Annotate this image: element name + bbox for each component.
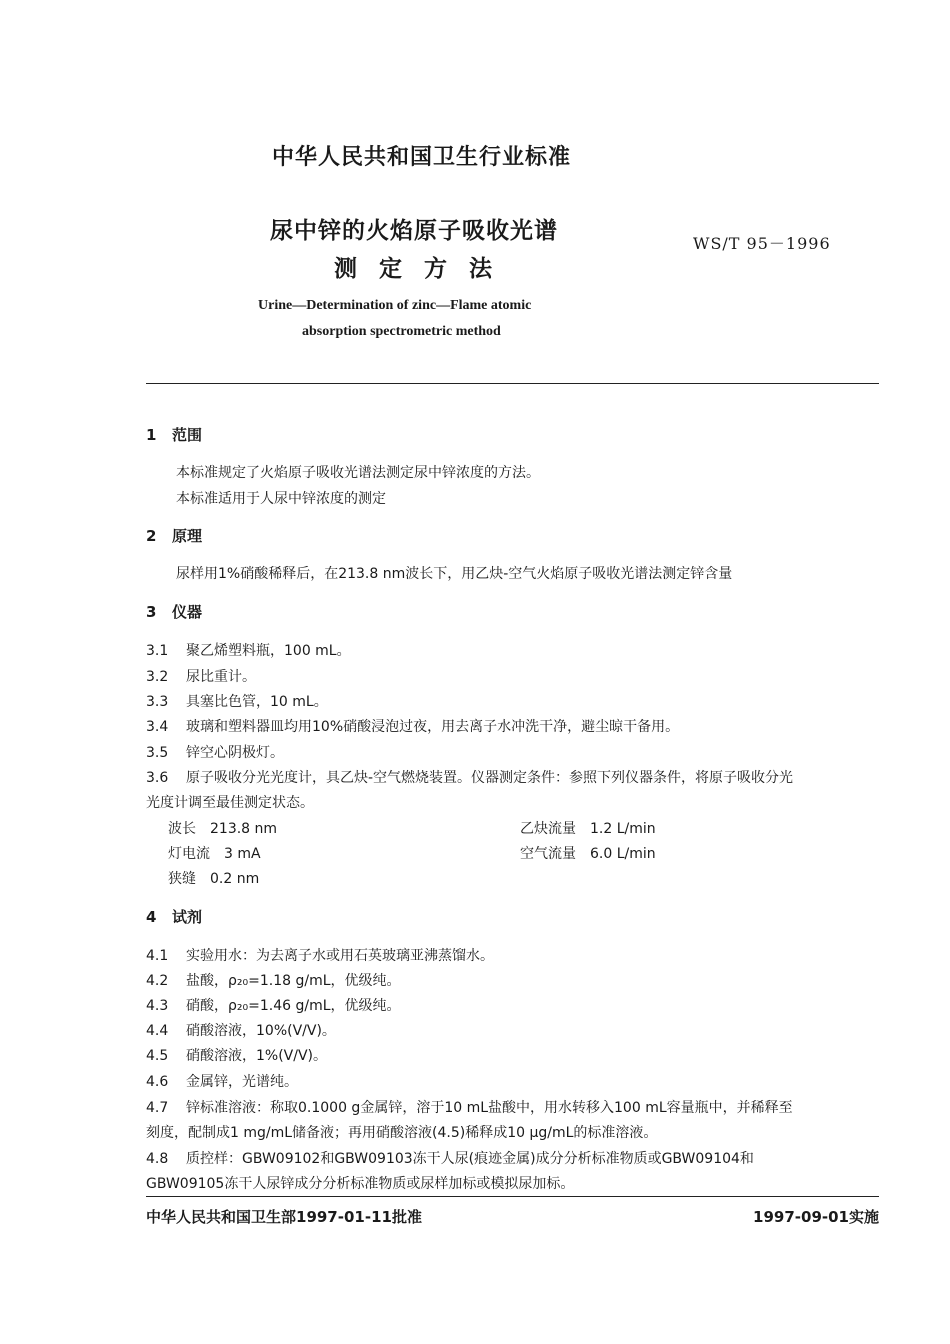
section-title: 原理 <box>172 527 203 545</box>
section-1-paragraph-2: 本标准适用于人尿中锌浓度的测定 <box>176 491 386 507</box>
section-3-heading <box>146 601 202 622</box>
standard-number: WS/T 95－1996 <box>693 234 831 253</box>
item-4-8: 4.8 质控样：GBW09102和GBW09103冻干人尿(痕迹金属)成分分析标准物质或GBW09104和 <box>146 1151 754 1167</box>
item-3-6: 3.6 原子吸收分光光度计，具乙炔-空气燃烧装置。仪器测定条件：参照下列仪器条件，将原子吸收分光 <box>146 770 794 786</box>
item-4-1: 4.1 实验用水：为去离子水或用石英玻璃亚沸蒸馏水。 <box>146 948 494 964</box>
english-title-line-1: Urine—Determination of zinc—Flame atomic <box>258 298 532 313</box>
footer-divider <box>146 1196 879 1197</box>
item-3-4: 3.4 玻璃和塑料器皿均用10%硝酸浸泡过夜，用去离子水冲洗干净，避尘晾干备用。 <box>146 719 680 735</box>
condition-slit: 狭缝 0.2 nm <box>168 871 260 887</box>
section-title: 仪器 <box>172 603 203 621</box>
section-2-paragraph-1: 尿样用1%硝酸稀释后，在213.8 nm波长下，用乙炔-空气火焰原子吸收光谱法测定锌含量 <box>176 566 733 582</box>
title-line-1: 尿中锌的火焰原子吸收光谱 <box>270 218 558 244</box>
header-divider <box>146 383 879 384</box>
section-number: 4 <box>146 908 157 926</box>
item-3-6-continuation: 光度计调至最佳测定状态。 <box>146 795 314 811</box>
section-1-paragraph-1: 本标准规定了火焰原子吸收光谱法测定尿中锌浓度的方法。 <box>176 465 540 481</box>
condition-acetylene-flow: 乙炔流量 1.2 L/min <box>520 821 656 837</box>
condition-wavelength: 波长 213.8 nm <box>168 821 278 837</box>
section-2-heading <box>146 525 202 546</box>
item-3-2: 3.2 尿比重计。 <box>146 669 256 685</box>
item-3-3: 3.3 具塞比色管，10 mL。 <box>146 694 328 710</box>
item-4-8-continuation: GBW09105冻干人尿锌成分分析标准物质或尿样加标或模拟尿加标。 <box>146 1176 575 1192</box>
item-4-4: 4.4 硝酸溶液，10%(V/V)。 <box>146 1023 336 1039</box>
item-4-6: 4.6 金属锌，光谱纯。 <box>146 1074 298 1090</box>
section-title: 范围 <box>172 426 203 444</box>
item-4-7-continuation: 刻度，配制成1 mg/mL储备液；再用硝酸溶液(4.5)稀释成10 μg/mL的标准溶液。 <box>146 1125 658 1141</box>
item-4-7: 4.7 锌标准溶液：称取0.1000 g金属锌，溶于10 mL盐酸中，用水转移入100 mL容量瓶中，并稀释至 <box>146 1100 793 1116</box>
implementation-date: 1997-09-01实施 <box>753 1208 879 1226</box>
item-4-5: 4.5 硝酸溶液，1%(V/V)。 <box>146 1048 328 1064</box>
section-number: 3 <box>146 603 157 621</box>
standard-category: 中华人民共和国卫生行业标准 <box>272 145 572 170</box>
section-4-heading <box>146 906 202 927</box>
section-number: 2 <box>146 527 157 545</box>
section-title: 试剂 <box>172 908 203 926</box>
item-3-1: 3.1 聚乙烯塑料瓶，100 mL。 <box>146 643 351 659</box>
item-4-3: 4.3 硝酸，ρ₂₀=1.46 g/mL，优级纯。 <box>146 998 401 1014</box>
section-number: 1 <box>146 426 157 444</box>
item-3-5: 3.5 锌空心阴极灯。 <box>146 745 284 761</box>
item-4-2: 4.2 盐酸，ρ₂₀=1.18 g/mL，优级纯。 <box>146 973 401 989</box>
title-line-2: 测定方法 <box>334 256 514 282</box>
section-1-heading <box>146 424 202 445</box>
condition-lamp-current: 灯电流 3 mA <box>168 846 261 862</box>
english-title-line-2: absorption spectrometric method <box>302 324 501 339</box>
condition-air-flow: 空气流量 6.0 L/min <box>520 846 656 862</box>
approval-line: 中华人民共和国卫生部1997-01-11批准 <box>146 1208 422 1226</box>
